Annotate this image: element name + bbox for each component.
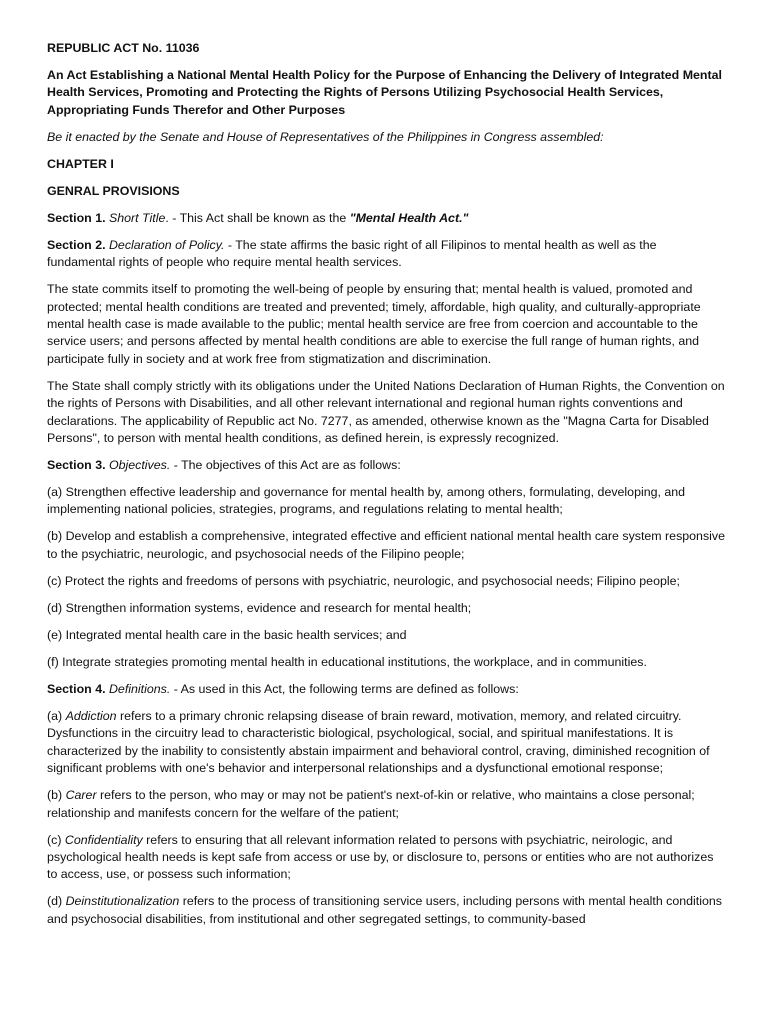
section-label: Section 3. — [47, 458, 106, 473]
section-1 — [47, 210, 727, 227]
section-label: Section 4. — [47, 681, 106, 696]
definition-prefix: (d) — [47, 894, 66, 909]
definition-prefix: (c) — [47, 832, 65, 847]
definition-term: Carer — [65, 788, 97, 803]
section-heading: Declaration of Policy. — [108, 237, 225, 252]
act-short-name: "Mental Health Act." — [349, 210, 469, 225]
section-text: - The state affirms the basic right of all Filipinos to mental health as well as the fundamental rights of people who require mental health services. — [47, 237, 657, 270]
section-text: - The objectives of this Act are as follows: — [170, 458, 401, 473]
act-title: An Act Establishing a National Mental Health Policy for the Purpose of Enhancing the Delivery of Integrated Mental Health Services, Promoting and Protecting the Rights of Persons Utilizing Psychosocial Health Services, Appropriating Funds Therefor and Other Purposes — [47, 68, 722, 117]
definition-term: Confidentiality — [64, 832, 143, 847]
section-text: - As used in this Act, the following terms are defined as follows: — [170, 681, 519, 696]
section-text: . - This Act shall be known as the — [165, 210, 350, 225]
section-2 — [47, 237, 727, 272]
objective-item: (e) Integrated mental health care in the basic health services; and — [47, 627, 407, 642]
definition-term: Deinstitutionalization — [65, 894, 180, 909]
objective-item: (c) Protect the rights and freedoms of persons with psychiatric, neurologic, and psychosocial needs; Filipino people; — [47, 573, 680, 588]
section-heading: Objectives. — [108, 458, 171, 473]
paragraph: The State shall comply strictly with its obligations under the United Nations Declaration of Human Rights, the Convention on the rights of Persons with Disabilities, and all other relevant international and regional human rights conventions and declarations. The applicability of Republic act No. 7277, as amended, otherwise known as the "Magna Carta for Disabled Persons", to person with mental health conditions, as defined herein, is expressly recognized. — [47, 378, 725, 446]
definition-text: refers to ensuring that all relevant information related to persons with psychiatric, neirologic, and psychological health needs is kept safe from access or use by, or disclosure to, persons or entities who are not authorizes to access, use, or possess such information; — [47, 832, 714, 882]
chapter-title: GENRAL PROVISIONS — [47, 183, 180, 198]
objective-item: (a) Strengthen effective leadership and governance for mental health by, among others, formulating, developing, and implementing national policies, strategies, programs, and regulations relating to mental health; — [47, 485, 686, 517]
objective-item: (d) Strengthen information systems, evidence and research for mental health; — [47, 600, 472, 615]
objective-item: (b) Develop and establish a comprehensive, integrated effective and efficient national mental health care system responsive to the psychiatric, neurologic, and psychosocial needs of the Filipino people; — [47, 529, 725, 561]
objective-item: (f) Integrate strategies promoting mental health in educational institutions, the workplace, and in communities. — [47, 654, 647, 669]
section-4 — [47, 681, 727, 698]
definition-prefix: (a) — [47, 708, 66, 723]
document-page — [47, 40, 727, 938]
section-heading: Short Title — [108, 210, 166, 225]
definition-prefix: (b) — [47, 788, 66, 803]
section-heading: Definitions. — [108, 681, 171, 696]
definition-text: refers to the process of transitioning service users, including persons with mental health conditions and psychosocial disabilities, from institutional and other segregated settings, to community-based — [47, 894, 722, 926]
act-number: REPUBLIC ACT No. 11036 — [47, 41, 200, 55]
enacting-clause: Be it enacted by the Senate and House of Representatives of the Philippines in Congress assembled: — [47, 129, 604, 144]
section-label: Section 1. — [47, 210, 106, 225]
definition-item — [47, 832, 727, 884]
definition-item — [47, 787, 727, 822]
chapter-number: CHAPTER I — [47, 156, 114, 171]
paragraph: The state commits itself to promoting the well-being of people by ensuring that; mental health is valued, promoted and protected; mental health conditions are treated and prevented; timely, affordable, high quality, and culturally-appropriate mental health case is made available to the public; mental health service are free from coercion and accountable to the service users; and persons affected by mental health conditions are able to exercise the full range of human rights, and participate fully in society and at work free from stigmatization and discrimination. — [47, 282, 701, 366]
section-label: Section 2. — [47, 237, 106, 252]
definition-item — [47, 708, 727, 778]
definition-item — [47, 893, 727, 928]
definition-text: refers to a primary chronic relapsing disease of brain reward, motivation, memory, and related circuitry. Dysfunctions in the circuitry lead to characteristic biological, psychological, social, and spiritual manifestations. It is characterized by the inability to consistently abstain impairment and behavioral control, craving, diminished recognition of significant problems with one's behavior and interpersonal relationships and a dysfunctional emotional response; — [47, 708, 710, 776]
definition-text: refers to the person, who may or may not be patient's next-of-kin or relative, who maintains a close personal; relationship and manifests concern for the welfare of the patient; — [47, 788, 695, 820]
section-3 — [47, 457, 727, 474]
definition-term: Addiction — [65, 708, 117, 723]
